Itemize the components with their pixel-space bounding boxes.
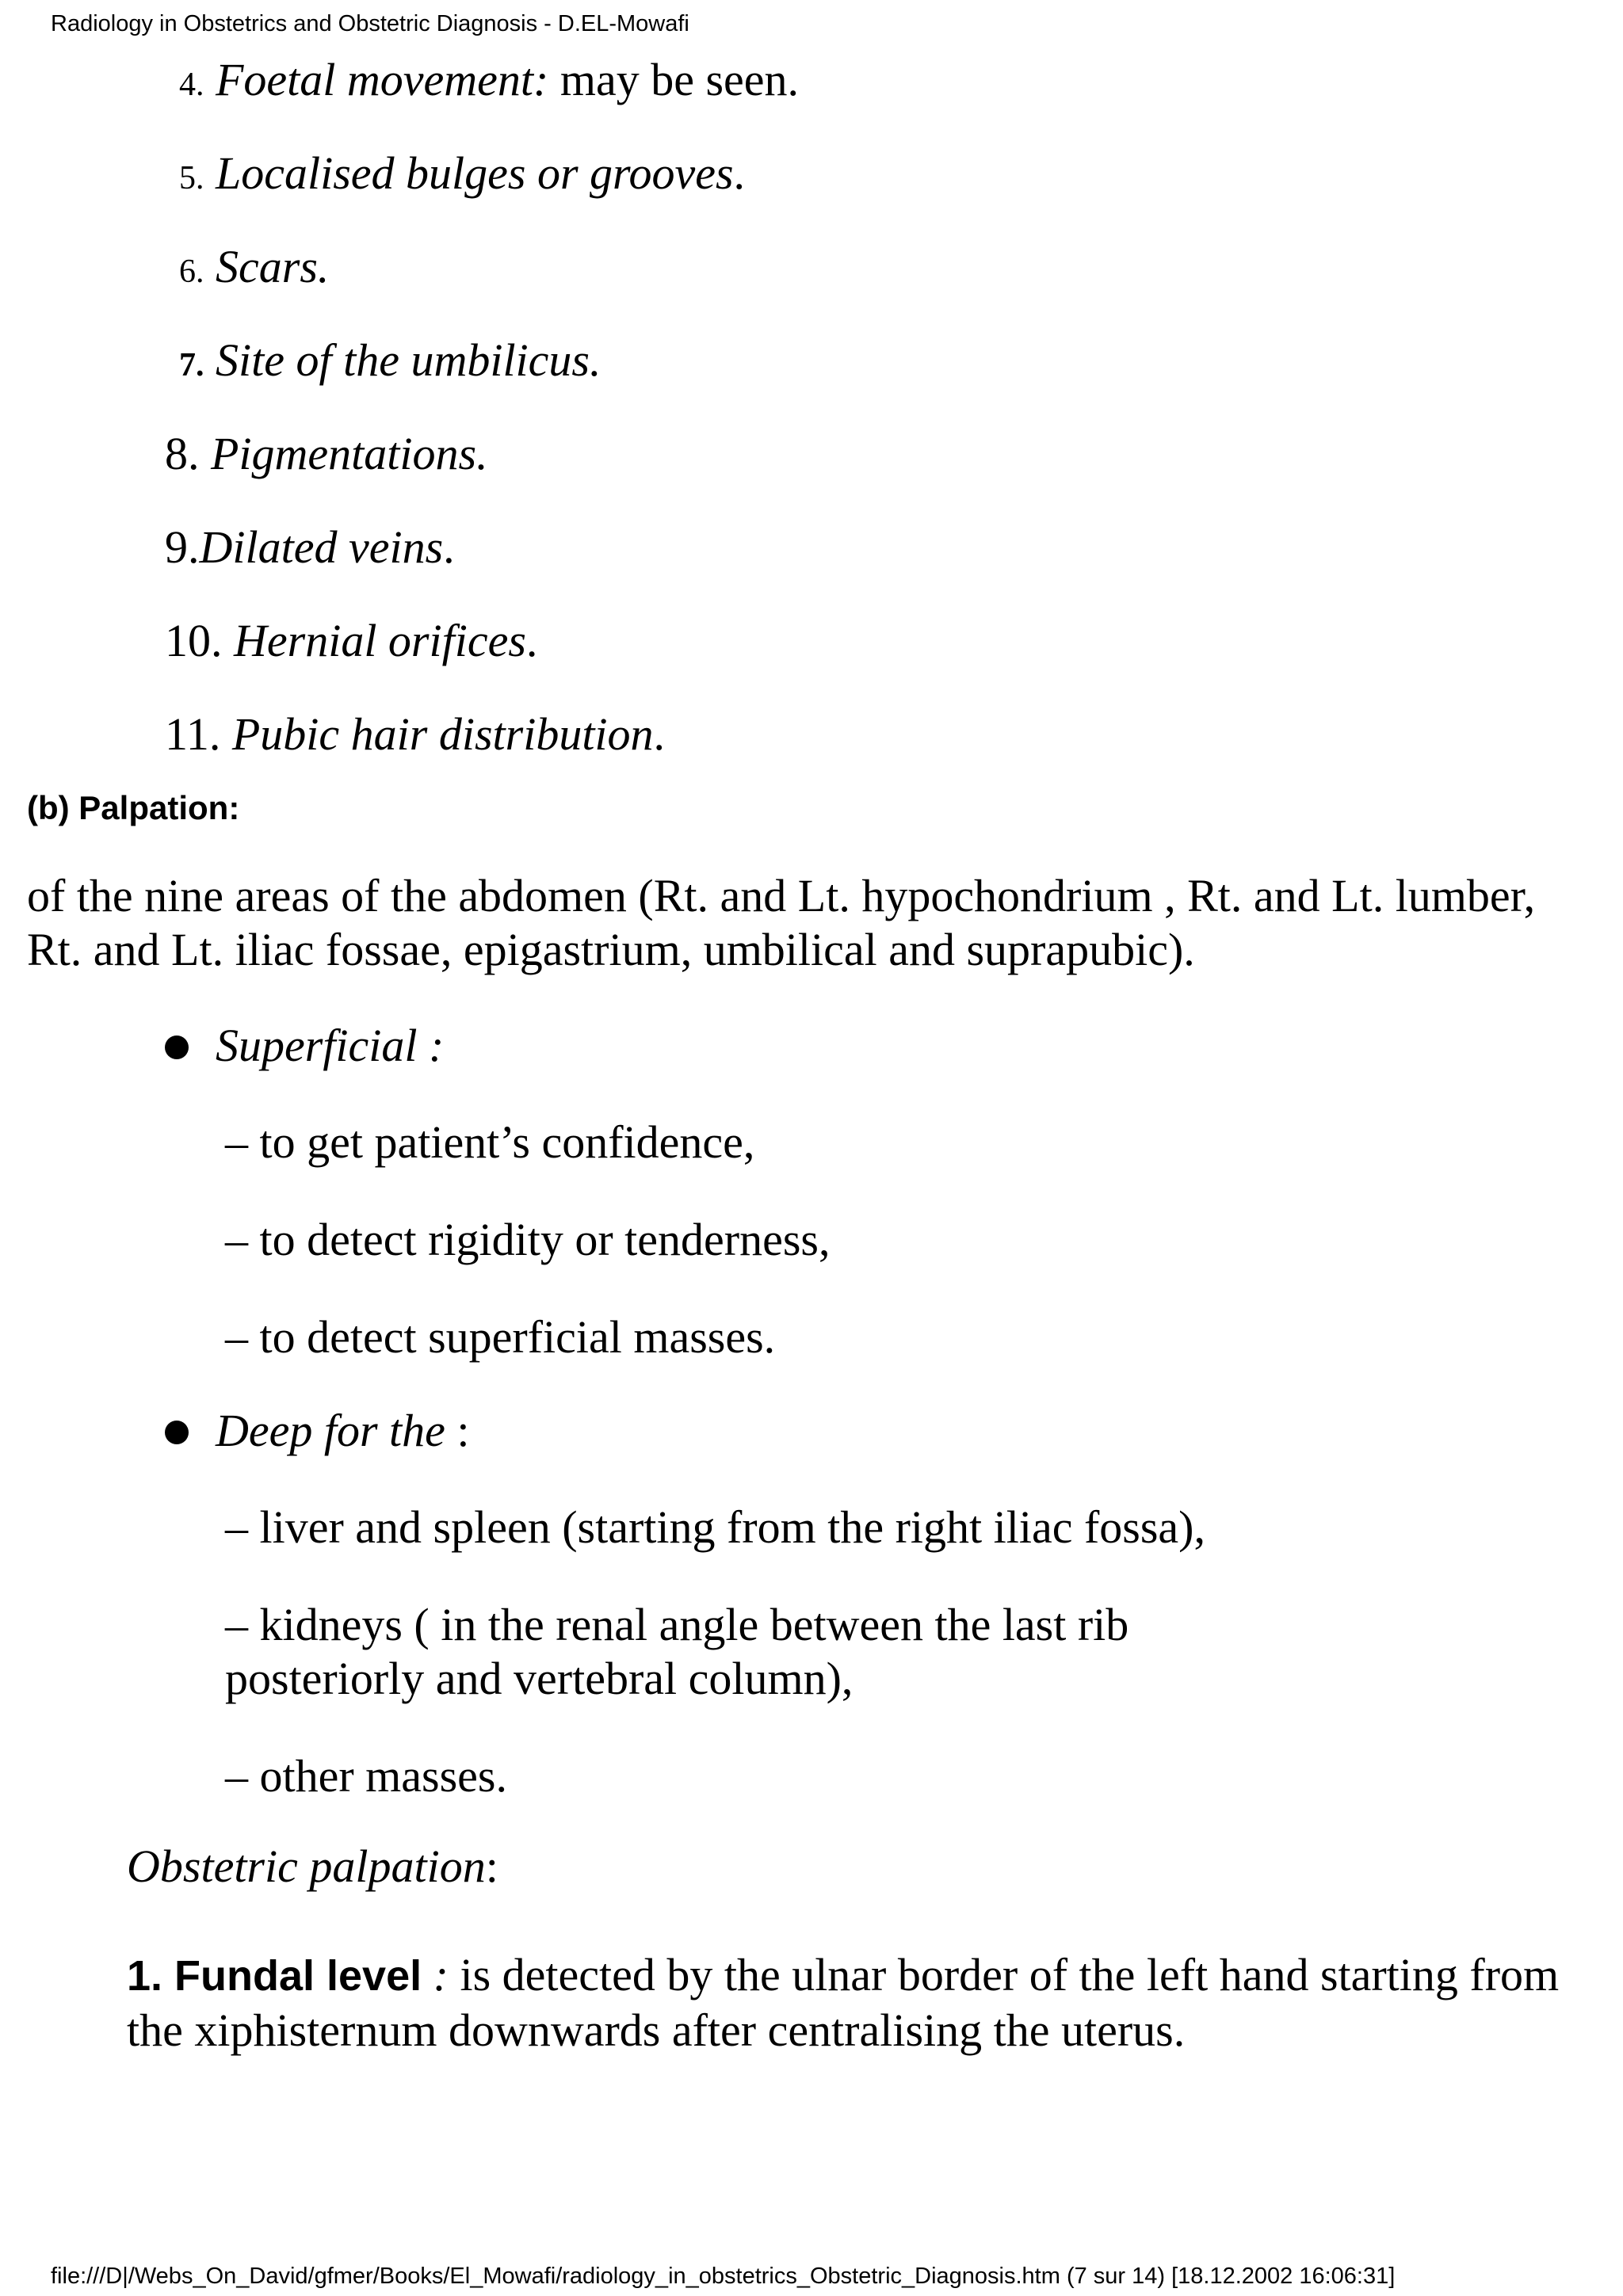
list-label: Hernial orifices <box>234 615 526 666</box>
list-item <box>179 54 799 107</box>
list-label: Pigmentations. <box>211 428 488 479</box>
list-item <box>165 521 455 574</box>
list-number: 7. <box>179 347 204 383</box>
list-item <box>165 708 665 761</box>
page-footer: file:///D|/Webs_On_David/gfmer/Books/El_Mowafi/radiology_in_obstetrics_Obstetric_Diagnosis.htm (7 sur 14) [18.12.2002 16:06:31] <box>51 2264 1396 2289</box>
sub-list-item: – other masses. <box>225 1750 507 1802</box>
list-item <box>179 334 601 387</box>
fundal-level-paragraph <box>127 1947 1569 2058</box>
list-label: Localised bulges or grooves <box>216 147 734 199</box>
list-rest: may be seen. <box>548 54 800 105</box>
list-label: Dilated veins <box>199 521 444 573</box>
list-label: Foetal movement: <box>216 54 549 105</box>
bullet-icon <box>165 1035 189 1059</box>
list-label: Pubic hair distribution <box>231 708 654 760</box>
list-label: Site of the umbilicus. <box>216 334 601 386</box>
list-item <box>165 615 537 668</box>
sub-list-item: – kidneys ( in the renal angle between the last rib posteriorly and vertebral column), <box>225 1599 1129 1704</box>
bullet-suffix: : <box>445 1405 470 1456</box>
list-item <box>165 428 488 481</box>
palpation-heading: (b) Palpation: <box>27 789 240 826</box>
bullet-label: Deep for the <box>216 1405 445 1456</box>
list-label: Scars. <box>216 241 330 292</box>
list-number: 8. <box>165 428 200 479</box>
bullet-item-deep <box>165 1404 470 1457</box>
list-rest: . <box>653 708 666 760</box>
list-rest: . <box>525 615 538 666</box>
sub-list-item: – liver and spleen (starting from the right iliac fossa), <box>225 1501 1205 1553</box>
list-number: 4. <box>179 67 204 103</box>
list-rest: . <box>733 147 746 199</box>
fundal-level-text: is detected by the ulnar border of the left hand starting from the xiphisternum downwards after centralising the uterus. <box>127 1949 1560 2056</box>
bullet-label: Superficial : <box>216 1020 445 1071</box>
list-number: 6. <box>179 254 204 290</box>
fundal-level-title: 1. Fundal level <box>127 1952 422 2000</box>
obstetric-heading <box>127 1840 498 1894</box>
list-number: 11. <box>165 708 221 760</box>
bullet-icon <box>165 1421 189 1444</box>
obstetric-heading-text: Obstetric palpation <box>127 1840 486 1892</box>
sub-list-item: – to detect rigidity or tenderness, <box>225 1214 831 1265</box>
list-number: 9. <box>165 521 200 573</box>
list-item <box>179 147 745 200</box>
sub-list-item: – to get patient’s confidence, <box>225 1116 755 1168</box>
fundal-level-colon: : <box>422 1949 449 2000</box>
obstetric-heading-suffix: : <box>485 1840 498 1892</box>
list-rest: . <box>443 521 455 573</box>
list-number: 5. <box>179 160 204 196</box>
bullet-item-superficial <box>165 1019 444 1072</box>
page-header: Radiology in Obstetrics and Obstetric Diagnosis - D.EL-Mowafi <box>51 11 689 36</box>
list-number: 10. <box>165 615 223 666</box>
palpation-intro: of the nine areas of the abdomen (Rt. and Lt. hypochondrium , Rt. and Lt. lumber, Rt. and Lt. iliac fossae, epigastrium, umbilical and suprapubic). <box>27 870 1536 975</box>
sub-list-item: – to detect superficial masses. <box>225 1311 776 1363</box>
list-item <box>179 241 329 294</box>
